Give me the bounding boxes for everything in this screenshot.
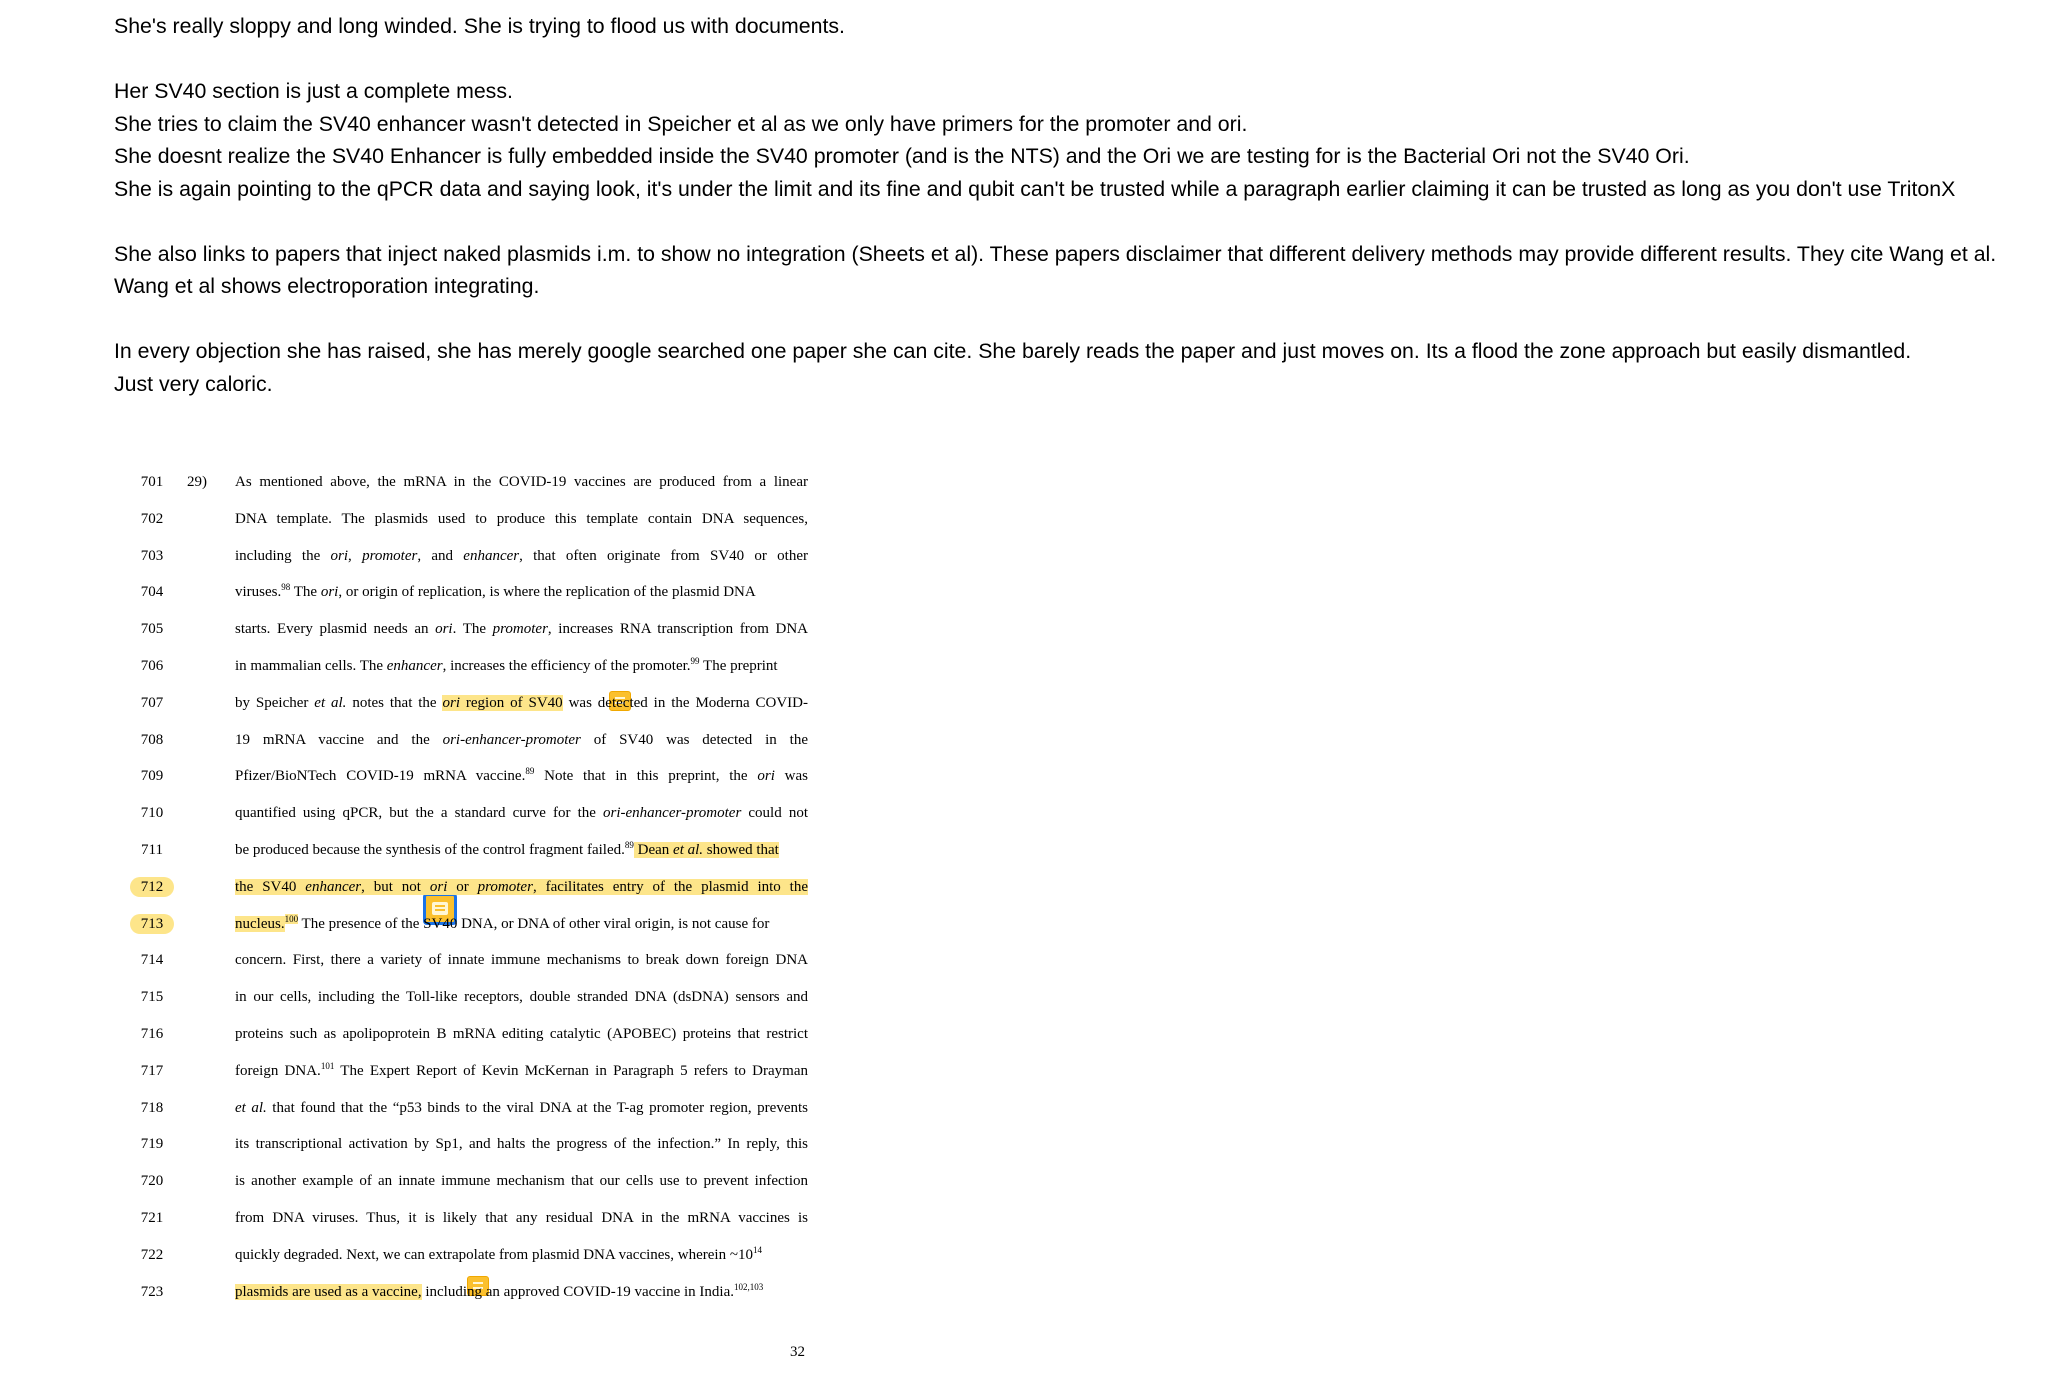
footnote-ref: 102,103 (734, 1281, 764, 1292)
text-run: ori (757, 768, 775, 785)
text-run: , and (417, 547, 464, 564)
text-run: of SV40 was detected in the (580, 731, 808, 748)
note-line: Wang et al shows electroporation integrating. (114, 274, 540, 298)
text-run: proteins such as apolipoprotein B mRNA editing catalytic (APOBEC) proteins that restrict (235, 1026, 808, 1042)
text-run: Note that in this preprint, the (534, 768, 758, 785)
text-run: et al. (235, 1099, 267, 1116)
text-run: its transcriptional activation by Sp1, and halts the progress of the infection.” In reply, this (235, 1136, 808, 1153)
text-run: enhancer (386, 658, 443, 674)
line-number: 705 (140, 621, 164, 638)
text-run: As mentioned above, the mRNA in the COVID-19 vaccines are produced from a linear (235, 474, 808, 490)
text-run: viruses. (235, 584, 282, 601)
note-line: Her SV40 section is just a complete mess. (114, 79, 513, 103)
text-run: The (290, 584, 321, 601)
document-line (235, 582, 808, 602)
highlighted-text[interactable]: ori (442, 694, 460, 711)
document-line (235, 619, 808, 639)
highlighted-text[interactable]: Dean (633, 842, 674, 858)
document-line (235, 1024, 808, 1044)
text-run: foreign DNA. (235, 1062, 321, 1079)
highlighted-text[interactable]: , facilitates entry of the plasmid into the (532, 878, 808, 895)
text-run: ori (330, 547, 349, 564)
footnote-ref: 89 (624, 840, 634, 850)
document-line (235, 1282, 808, 1302)
text-run: quickly degraded. Next, we can extrapolate from plasmid DNA vaccines, wherein ~10 (235, 1246, 753, 1263)
line-number: 723 (140, 1283, 164, 1300)
text-run: Pfizer/BioNTech COVID-19 mRNA vaccine. (235, 768, 526, 785)
document-line (235, 730, 808, 750)
text-run: in our cells, including the Toll-like receptors, double stranded DNA (dsDNA) sensors and (235, 989, 808, 1006)
footnote-ref[interactable]: 100 (284, 913, 299, 924)
line-number: 707 (140, 694, 164, 711)
highlighted-text[interactable]: , but not (361, 878, 430, 895)
line-number: 720 (140, 1173, 164, 1190)
note-line: She is again pointing to the qPCR data and saying look, it's under the limit and its fine and qubit can't be trusted while a paragraph earlier claiming it can be trusted as long as you don't use TritonX (114, 176, 1956, 201)
text-run: that found that the “p53 binds to the viral DNA at the T-ag promoter region, prevents (266, 1099, 808, 1116)
document-line (235, 877, 808, 897)
text-run: in mammalian cells. The (235, 658, 387, 674)
note-line: In every objection she has raised, she has merely google searched one paper she can cite. She barely reads the paper and just moves on. Its a flood the zone approach but easily dismantled. (114, 339, 1912, 363)
document-line (235, 1171, 808, 1191)
document-line (235, 914, 808, 934)
line-number: 706 (140, 658, 164, 674)
text-run: ori (435, 621, 453, 638)
text-run: including the (235, 547, 331, 564)
footnote-ref: 101 (320, 1060, 335, 1071)
document-line (235, 693, 808, 713)
line-number: 719 (140, 1136, 164, 1153)
note-line: She tries to claim the SV40 enhancer wasn't detected in Speicher et al as we only have primers for the promoter and ori. (114, 111, 1248, 136)
text-run: . The (452, 621, 493, 638)
document-line (235, 546, 808, 566)
line-number: 709 (140, 768, 164, 785)
footnote-ref: 99 (690, 656, 700, 666)
highlighted-text[interactable]: nucleus. (235, 915, 285, 932)
line-number: 701 (140, 474, 164, 490)
highlighted-text[interactable]: enhancer (305, 878, 362, 895)
text-run: quantified using qPCR, but the a standard curve for the (235, 805, 604, 822)
document-line (235, 1098, 808, 1118)
line-number: 712 (130, 877, 174, 897)
text-run: ori-enhancer-promoter (603, 805, 742, 822)
highlighted-text[interactable]: the SV40 (235, 878, 306, 895)
text-run: be produced because the synthesis of the control fragment failed. (235, 842, 625, 858)
line-number: 717 (140, 1062, 164, 1079)
document-line (235, 950, 808, 970)
document-line (235, 1134, 808, 1154)
text-run: The preprint (699, 658, 778, 674)
line-number: 711 (141, 842, 163, 858)
line-number: 721 (140, 1210, 164, 1226)
text-run: was (774, 768, 808, 785)
line-number: 714 (140, 952, 164, 969)
text-run: The Expert Report of Kevin McKernan in Paragraph 5 refers to Drayman (334, 1062, 808, 1079)
document-line (235, 472, 808, 492)
text-run: is another example of an innate immune mechanism that our cells use to prevent infection (235, 1173, 808, 1190)
highlighted-text[interactable]: region of SV40 (460, 694, 563, 711)
highlighted-text[interactable]: ori (429, 878, 448, 895)
text-run: could not (741, 805, 808, 822)
note-line: Just very caloric. (114, 371, 273, 396)
footnote-ref: 89 (525, 766, 535, 777)
line-number: 704 (140, 584, 164, 601)
text-run: ori (320, 584, 339, 601)
note-line: She's really sloppy and long winded. She is trying to flood us with documents. (114, 14, 845, 38)
line-number: 708 (140, 731, 164, 748)
text-run: , increases the efficiency of the promoter. (442, 658, 691, 674)
document-line (235, 803, 808, 823)
line-number: 718 (140, 1099, 164, 1116)
text-run: from DNA viruses. Thus, it is likely that any residual DNA in the mRNA vaccines is (235, 1210, 808, 1226)
text-run: promoter (362, 547, 418, 564)
note-line: She doesnt realize the SV40 Enhancer is fully embedded inside the SV40 promoter (and is the NTS) and the Ori we are testing for is the Bacterial Ori not the SV40 Ori. (114, 144, 1690, 168)
text-run: , that often originate from SV40 or other (519, 547, 808, 564)
document-line (235, 840, 808, 860)
document-line (235, 766, 808, 786)
text-run: starts. Every plasmid needs an (235, 621, 436, 638)
document-line (235, 1245, 808, 1265)
line-number: 722 (140, 1246, 164, 1263)
text-run: DNA template. The plasmids used to produce this template contain DNA sequences, (235, 510, 808, 527)
text-run: was detected in the Moderna COVID- (562, 694, 808, 711)
text-run: , increases RNA transcription from DNA (547, 621, 808, 638)
line-number: 716 (140, 1026, 164, 1042)
footnote-ref: 98 (281, 582, 291, 593)
footnote-ref: 14 (752, 1244, 762, 1255)
line-number: 713 (130, 914, 174, 934)
document-line (235, 509, 808, 529)
highlighted-text[interactable]: plasmids are used as a vaccine, (235, 1283, 422, 1300)
text-run: by Speicher (235, 694, 315, 711)
text-run: , or origin of replication, is where the replication of the plasmid DNA (338, 584, 756, 601)
document-line (235, 1208, 808, 1228)
text-run: 19 mRNA vaccine and the (235, 731, 443, 748)
document-line (235, 1061, 808, 1081)
line-number: 703 (140, 547, 164, 564)
text-run: , (348, 547, 363, 564)
highlighted-text[interactable]: promoter (477, 878, 533, 895)
line-number: 715 (140, 989, 164, 1006)
document-line (235, 656, 808, 676)
text-run: enhancer (463, 547, 520, 564)
text-run: ori-enhancer-promoter (442, 731, 581, 748)
paragraph-marker: 29) (187, 474, 207, 490)
highlighted-text[interactable]: showed that (703, 842, 779, 858)
text-run: et al. (314, 694, 347, 711)
text-run: concern. First, there a variety of innate immune mechanisms to break down foreign DNA (235, 952, 808, 969)
text-run: including an approved COVID-19 vaccine in India. (421, 1283, 735, 1300)
document-line (235, 987, 808, 1007)
highlighted-text[interactable]: et al. (673, 842, 704, 858)
text-run: The presence of the SV40 DNA, or DNA of other viral origin, is not cause for (298, 915, 770, 932)
page-number: 32 (790, 1344, 805, 1360)
text-run: notes that the (346, 694, 443, 711)
note-line: She also links to papers that inject naked plasmids i.m. to show no integration (Sheets et al). These papers disclaimer that different delivery methods may provide different results. They cite Wang et al. (114, 241, 1997, 266)
text-run: promoter (492, 621, 548, 638)
highlighted-text[interactable]: or (447, 878, 478, 895)
line-number: 710 (140, 805, 164, 822)
line-number: 702 (140, 510, 164, 527)
